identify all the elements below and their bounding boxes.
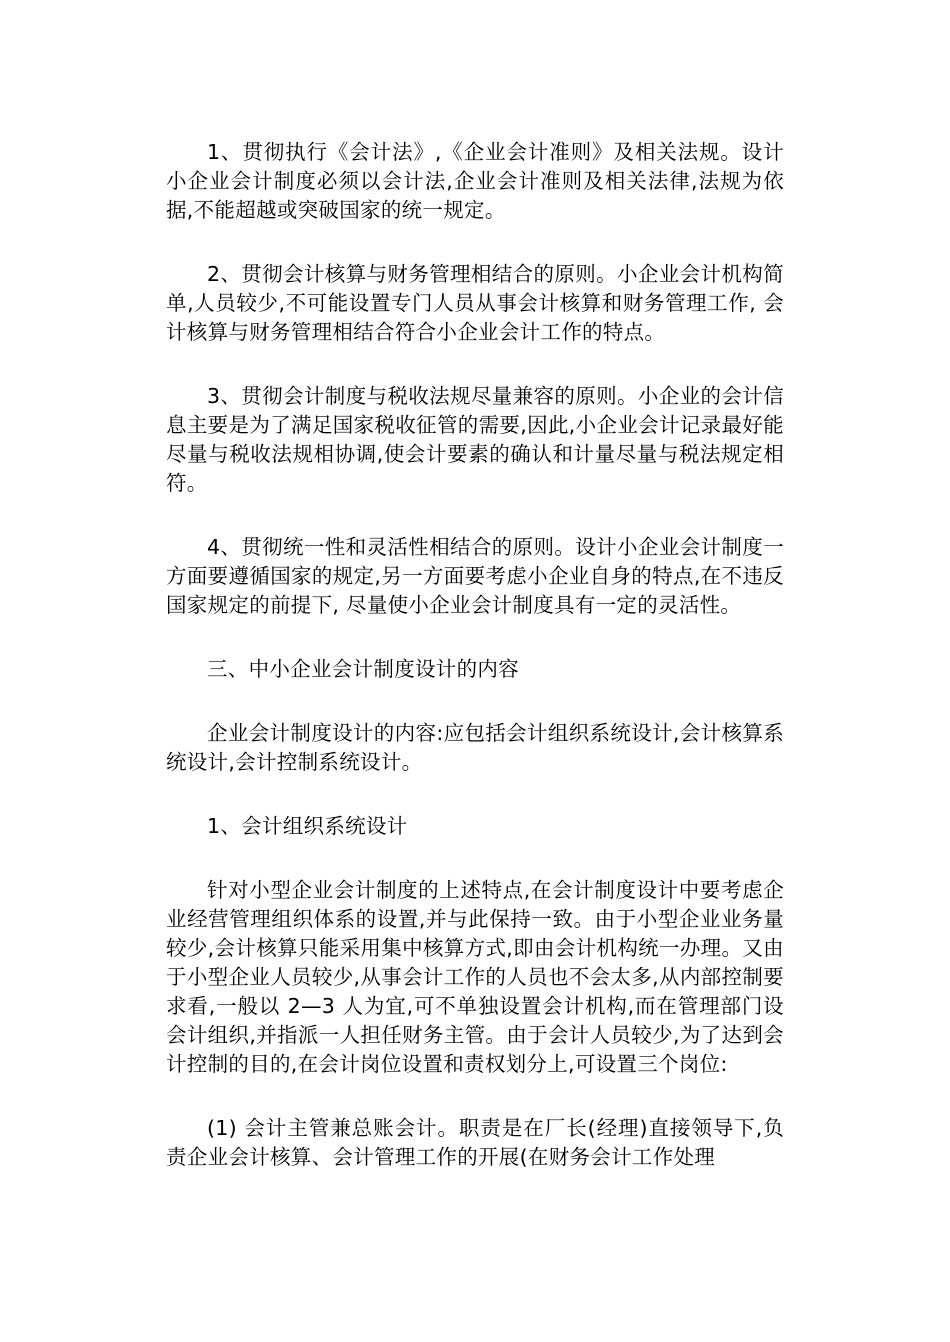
principle-1-paragraph: 1、贯彻执行《会计法》,《企业会计准则》及相关法规。设计小企业会计制度必须以会计法,企业会计准则及相关法律,法规为依据,不能超越或突破国家的统一规定。: [166, 140, 784, 222]
section-heading: 三、中小企业会计制度设计的内容: [207, 657, 519, 681]
content-intro-paragraph: 企业会计制度设计的内容:应包括会计组织系统设计,会计核算系统设计,会计控制系统设计。: [166, 721, 784, 774]
organization-paragraph: 针对小型企业会计制度的上述特点,在会计制度设计中要考虑企业经营管理组织体系的设置,并与此保持一致。由于小型企业业务量较少,会计核算只能采用集中核算方式,即由会计机构统一办理。又由于小型企业人员较少,从事会计工作的人员也不会太多,从内部控制要求看,一般以 2—3 人为宜,可不单独设置会计机构,而在管理部门设会计组织,并指派一人担任财务主管。由于会计人员较少,为了达到会计控制的目的,在会计岗位设置和责权划分上,可设置三个岗位:: [166, 878, 784, 1076]
principle-2-paragraph: 2、贯彻会计核算与财务管理相结合的原则。小企业会计机构简单,人员较少,不可能设置专门人员从事会计核算和财务管理工作, 会计核算与财务管理相结合符合小企业会计工作的特点。: [166, 262, 784, 344]
role-1-paragraph: (1) 会计主管兼总账会计。职责是在厂长(经理)直接领导下,负责企业会计核算、会计管理工作的开展(在财务会计工作处理: [166, 1116, 784, 1169]
subsection-heading: 1、会计组织系统设计: [207, 814, 408, 838]
document-body: [166, 138, 784, 1207]
principle-4-paragraph: 4、贯彻统一性和灵活性相结合的原则。设计小企业会计制度一方面要遵循国家的规定,另一方面要考虑小企业自身的特点,在不违反国家规定的前提下, 尽量使小企业会计制度具有一定的灵活性。: [166, 535, 784, 617]
principle-3-paragraph: 3、贯彻会计制度与税收法规尽量兼容的原则。小企业的会计信息主要是为了满足国家税收征管的需要,因此,小企业会计记录最好能尽量与税收法规相协调,使会计要素的确认和计量尽量与税法规定相符。: [166, 384, 784, 495]
